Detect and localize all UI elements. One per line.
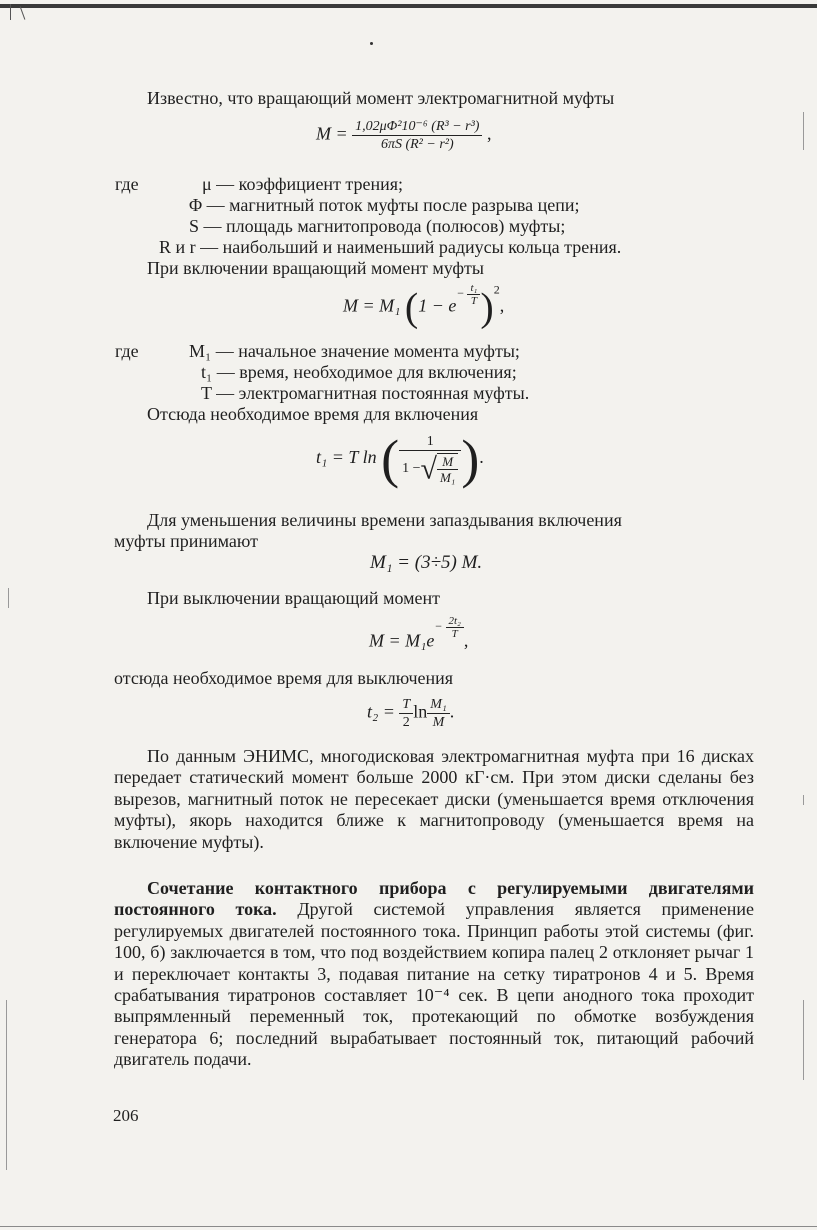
eq3-lhs: t₁ = T ln	[316, 447, 377, 468]
equation-torque	[316, 118, 491, 153]
eq6-frac1	[399, 696, 413, 731]
eq6-ln: ln	[413, 701, 428, 722]
eq5-tail: ,	[463, 630, 469, 651]
def-phi: Φ — магнитный поток муфты после разрыва цепи;	[189, 195, 580, 215]
eq1-denominator: 6πS (R² − r²)	[352, 135, 482, 153]
eq3-numerator: 1	[426, 434, 434, 449]
eq2-lhs: M = M₁	[343, 295, 401, 316]
edge-mark	[20, 6, 26, 19]
time-on-text: Отсюда необходимое время для включения	[147, 404, 479, 424]
eq1-numerator: 1,02μΦ²10⁻⁶ (R³ − r³)	[355, 119, 480, 134]
eq6-f1-den: 2	[399, 713, 413, 731]
equation-switch-on: M = M₁ ($1 - e^{- \frac{\text{t₁}}{T}}$ )$^2$,	[343, 282, 505, 330]
eq3-fraction: 1 1 −√ $\frac{M}{\text{M₁}}$	[399, 433, 461, 485]
intro-text: Известно, что вращающий момент электромагнитной муфты	[147, 88, 615, 108]
def-m1: M₁ — начальное значение момента муфты;	[189, 341, 520, 361]
eq6-f2-den: M	[427, 713, 450, 731]
eq2-power: 2	[493, 282, 500, 297]
paragraph-control-system	[114, 878, 754, 1071]
switch-on-text: При включении вращающий момент муфты	[147, 258, 484, 278]
def-r: R и r — наибольший и наименьший радиусы кольца трения.	[159, 237, 622, 257]
eq5-exp-den: T	[446, 627, 464, 640]
def-s: S — площадь магнитопровода (полюсов) муфты;	[189, 216, 566, 236]
def-mu: μ — коэффициент трения;	[202, 174, 404, 194]
eq6-tail: .	[449, 701, 455, 722]
eq2-inner: 1 − e	[418, 295, 457, 316]
eq6-lhs: t₂ =	[367, 701, 395, 722]
eq1-fraction	[352, 118, 482, 153]
equation-time-on: t₁ = T ln ( 1 1 −√ $\frac{M}{\text{M₁}}$ ).	[316, 429, 484, 489]
eq3-den-prefix: 1 −	[402, 461, 421, 477]
edge-mark	[10, 4, 11, 20]
eq2-exp-num: t₁	[470, 282, 478, 294]
equation-time-off	[367, 696, 454, 731]
top-edge-rule	[0, 4, 817, 8]
scan-artifact	[803, 795, 804, 805]
eq3-rad-num: M	[442, 454, 454, 469]
reduce-text-cont: муфты принимают	[114, 531, 258, 551]
where-label-2: где	[115, 341, 139, 361]
paragraph-enims: По данным ЭНИМС, многодисковая электромагнитная муфта при 16 дисках передает статический момент больше 2000 кГ·см. При этом диски сделаны без вырезов, магнитный поток не пересекает диски (уменьшается время отключения муфты), якорь находится ближе к магнитопроводу (уменьшается время на включение муфты).	[114, 746, 754, 852]
switch-off-text: При выключении вращающий момент	[147, 588, 440, 608]
scan-artifact	[803, 112, 804, 150]
eq6-frac2	[427, 696, 450, 731]
eq6-f2-num: M₁	[430, 697, 447, 712]
scan-artifact	[6, 1000, 7, 1170]
bottom-edge-rule	[0, 1226, 817, 1227]
equation-m1: M₁ = (3÷5) M.	[370, 552, 483, 573]
print-dot	[370, 42, 373, 45]
reduce-text: Для уменьшения величины времени запаздывания включения	[147, 510, 622, 530]
eq2-exp-den: T	[467, 294, 480, 307]
eq5-exp-num: 2t₂	[448, 615, 461, 627]
scan-artifact	[803, 1000, 804, 1080]
paragraph-heading: Сочетание контактного прибора с регулируемыми двигателями постоянного тока.	[114, 878, 754, 920]
time-off-text: отсюда необходимое время для выключения	[114, 668, 454, 688]
eq3-tail: .	[479, 447, 484, 468]
paragraph-body: Другой системой управления является применение регулируемых двигателей постоянного тока. Принцип работы этой системы (фиг. 100, б) заключается в том, что под воздействием копира палец 2 отклоняет рычаг 1 и переключает контакты 3, подавая питание на сетку тиратронов 4 и 5. Время срабатывания тиратронов составляет 10⁻⁴ сек. В цепи анодного тока проходит выпрямленный переменный ток, протекающий по обмотке возбуждения генератора 6; последний вырабатывает постоянный ток, питающий рабочий двигатель подачи.	[114, 899, 755, 1070]
eq1-lhs: M =	[316, 123, 348, 144]
eq2-tail: ,	[499, 295, 505, 316]
eq5-lhs: M = M₁e	[369, 630, 435, 651]
eq3-rad-den: M₁	[437, 469, 458, 485]
def-T: T — электромагнитная постоянная муфты.	[201, 383, 530, 403]
page-number: 206	[113, 1106, 139, 1125]
equation-switch-off: $M = M_1e^{- \frac{\text{2t₂}}{T}}$ ,	[369, 615, 469, 651]
eq1-tail: ,	[486, 123, 492, 144]
where-label: где	[115, 174, 139, 194]
scan-artifact	[8, 588, 9, 608]
eq6-f1-num: T	[402, 697, 411, 712]
def-t1: t₁ — время, необходимое для включения;	[201, 362, 517, 382]
